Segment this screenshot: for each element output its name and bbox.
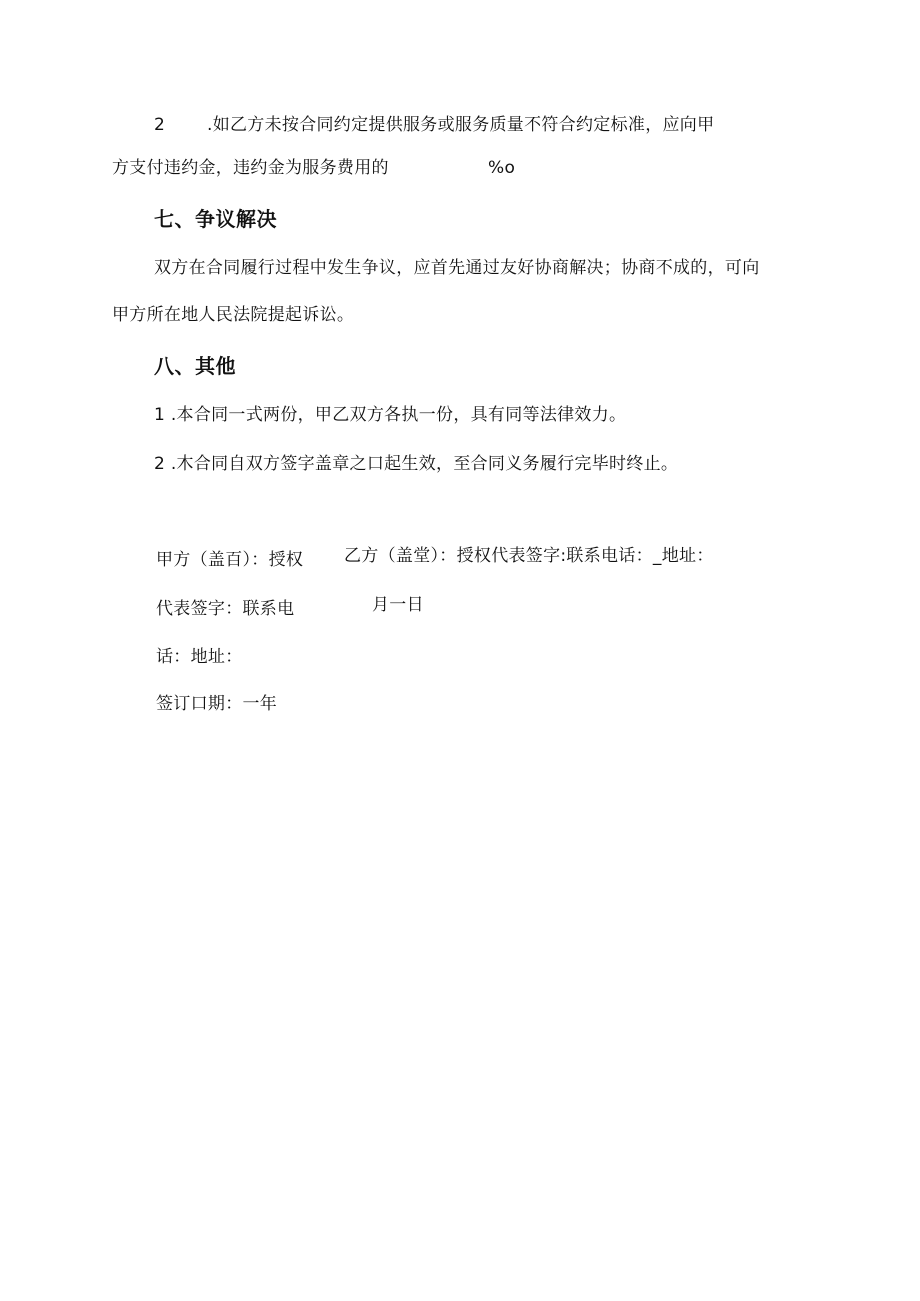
penalty-rate-unit: %o bbox=[488, 158, 516, 178]
party-b-seal-line: 乙方（盖堂）：授权代表签字:联系电话：_地址： bbox=[344, 546, 714, 566]
penalty-clause-line-2: 方支付违约金，违约金为服务费用的 bbox=[112, 158, 389, 178]
section-8-heading: 八、其他 bbox=[154, 354, 236, 378]
section-7-line-1: 双方在合同履行过程中发生争议，应首先通过友好协商解决；协商不成的，可向 bbox=[154, 258, 760, 278]
section-7-line-2: 甲方所在地人民法院提起诉讼。 bbox=[112, 305, 355, 325]
signing-date-line: 签订口期：一年 bbox=[156, 694, 278, 714]
section-7-heading: 七、争议解决 bbox=[154, 207, 277, 231]
party-a-address-line: 话：地址： bbox=[156, 647, 243, 667]
penalty-clause-line-1: .如乙方未按合同约定提供服务或服务质量不符合约定标准，应向甲 bbox=[207, 115, 715, 135]
section-8-item-2: 2 .木合同自双方签字盖章之口起生效，至合同义务履行完毕时终止。 bbox=[154, 454, 679, 474]
section-8-item-1: 1 .本合同一式两份，甲乙双方各执一份，具有同等法律效力。 bbox=[154, 405, 627, 425]
party-a-signature-line: 代表签字：联系电 bbox=[156, 599, 295, 619]
party-a-seal-line: 甲方（盖百）：授权 bbox=[156, 550, 304, 570]
party-b-date-line: 月一日 bbox=[372, 595, 424, 615]
penalty-clause-number: 2 bbox=[154, 115, 166, 135]
